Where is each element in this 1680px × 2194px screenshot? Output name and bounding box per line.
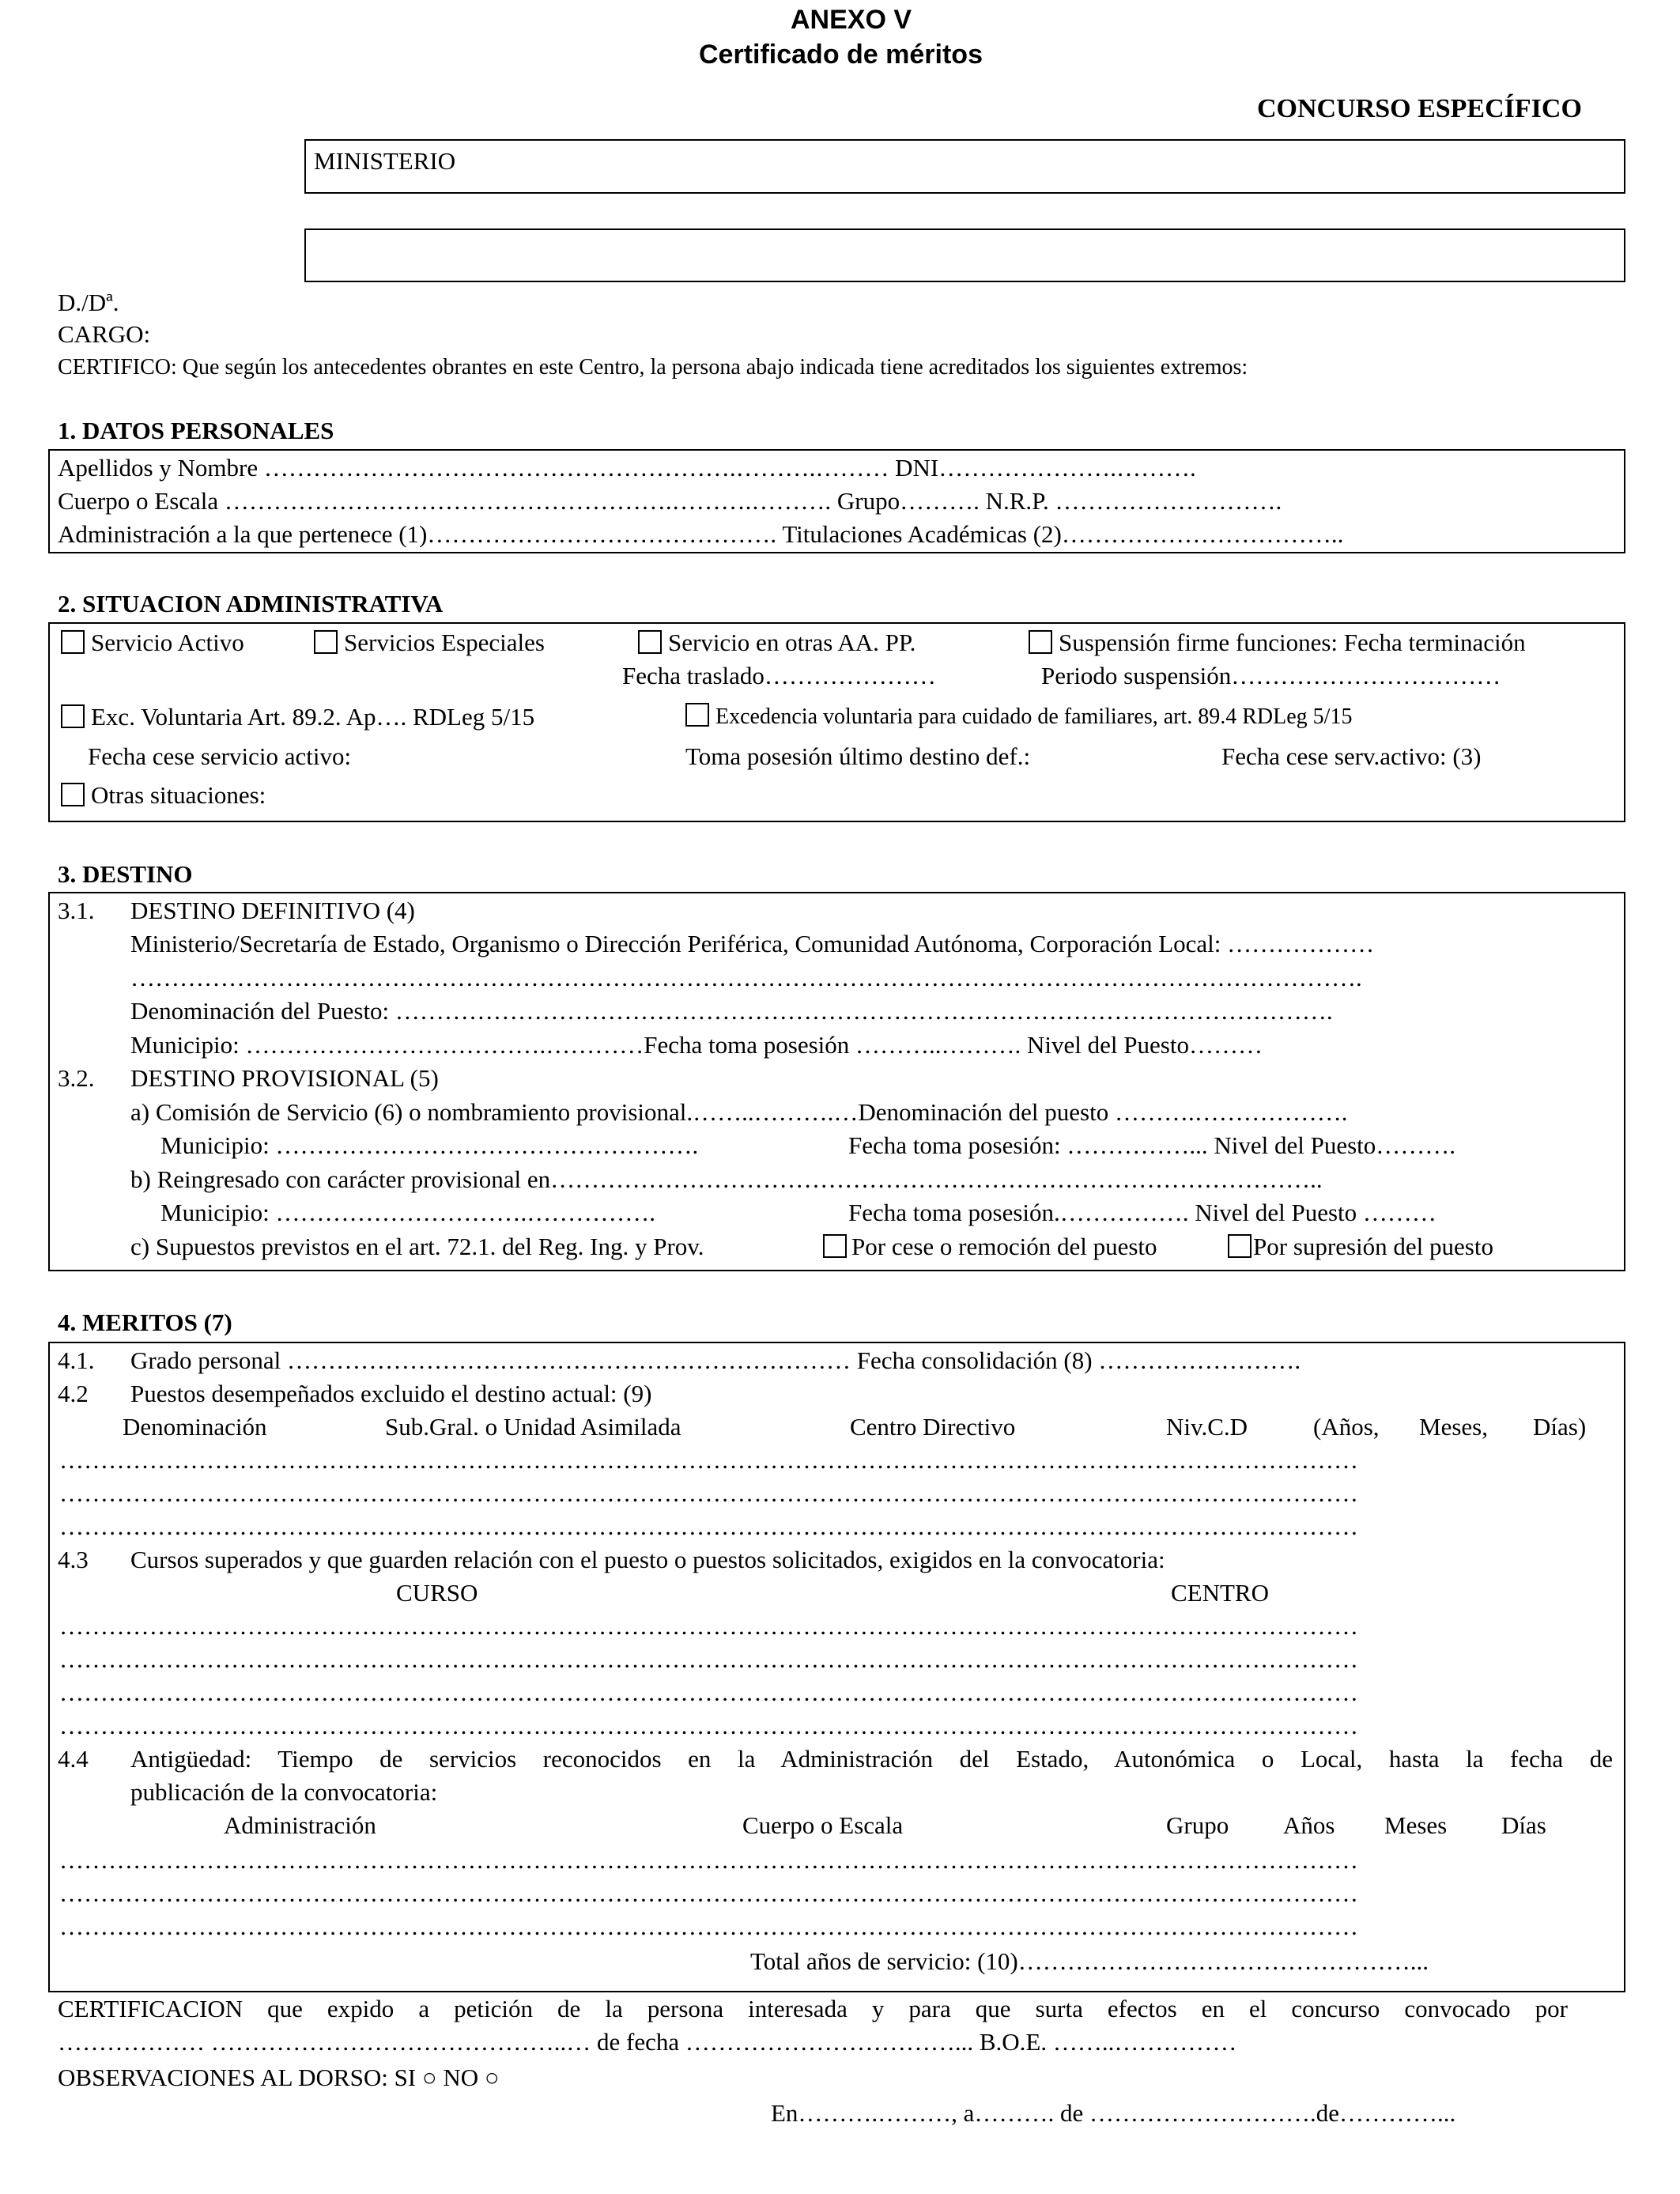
cargo-label: CARGO: <box>58 320 151 348</box>
document-title: Certificado de méritos <box>699 40 983 70</box>
reingresado[interactable]: b) Reingresado con carácter provisional en………………………………………………………………………………….. <box>130 1165 1323 1193</box>
col-dias-44: Días <box>1501 1811 1546 1839</box>
col-anos: (Años, <box>1313 1413 1380 1441</box>
puestos-line[interactable]: …………………………………………………………………………………………………………………………………………… <box>59 1446 1358 1474</box>
subsection-4-1-number: 4.1. <box>58 1346 95 1374</box>
fecha-traslado[interactable]: Fecha traslado………………… <box>622 662 936 689</box>
toma-posesion[interactable]: Toma posesión último destino def.: <box>685 742 1031 770</box>
subsection-3-2-title: DESTINO PROVISIONAL (5) <box>130 1064 439 1092</box>
periodo-suspension[interactable]: Periodo suspensión…………………………… <box>1041 662 1501 689</box>
personal-name-line[interactable]: Apellidos y Nombre ………………………………………………….……….……… DNI………………….………. <box>58 454 1196 481</box>
section-3-title: 3. DESTINO <box>58 860 193 888</box>
ministry-field[interactable] <box>304 139 1625 194</box>
checkbox-icon[interactable] <box>685 703 709 727</box>
denominacion-puesto[interactable]: Denominación del Puesto: ……………………………………………………………………………………………………. <box>130 997 1333 1025</box>
antiguedad-line[interactable]: …………………………………………………………………………………………………………………………………………… <box>59 1879 1358 1907</box>
col-nivcd: Niv.C.D <box>1166 1413 1248 1441</box>
certificacion-fields[interactable]: ……………… ……………………………………..… de fecha ……………………………... B.O.E. ……..…………… <box>58 2028 1237 2056</box>
option-otras-aapp[interactable]: Servicio en otras AA. PP. <box>638 629 916 657</box>
checkbox-icon[interactable] <box>314 630 338 654</box>
col-subgral: Sub.Gral. o Unidad Asimilada <box>385 1413 681 1441</box>
cursos-line[interactable]: …………………………………………………………………………………………………………………………………………… <box>59 1679 1358 1706</box>
col-dias: Días) <box>1533 1413 1587 1441</box>
section-2-title: 2. SITUACION ADMINISTRATIVA <box>58 590 444 617</box>
personal-body-line[interactable]: Cuerpo o Escala ……………………………………………….……….………. Grupo………. N.R.P. ………………………. <box>58 487 1282 515</box>
municipio-definitivo[interactable]: Municipio: ……………………………….…………Fecha toma posesión ………..………. Nivel del Puesto……… <box>130 1031 1263 1059</box>
subsection-4-4-title-cont: publicación de la convocatoria: <box>130 1778 438 1806</box>
subsection-4-3-title: Cursos superados y que guarden relación con el puesto o puestos solicitados, exigidos en la convocatoria: <box>130 1546 1165 1573</box>
section-3-box <box>48 892 1625 1271</box>
section-1-title: 1. DATOS PERSONALES <box>58 417 334 444</box>
puestos-line[interactable]: …………………………………………………………………………………………………………………………………………… <box>59 1512 1358 1540</box>
observaciones[interactable]: OBSERVACIONES AL DORSO: SI ○ NO ○ <box>58 2064 500 2091</box>
option-suspension[interactable]: Suspensión firme funciones: Fecha terminación <box>1029 629 1526 657</box>
col-grupo: Grupo <box>1166 1811 1229 1839</box>
col-denominacion: Denominación <box>123 1413 267 1441</box>
col-meses: Meses, <box>1419 1413 1488 1441</box>
subsection-4-3-number: 4.3 <box>58 1546 89 1573</box>
ministry-label: MINISTERIO <box>314 147 456 175</box>
antiguedad-line[interactable]: …………………………………………………………………………………………………………………………………………… <box>59 1846 1358 1874</box>
col-curso: CURSO <box>396 1579 478 1607</box>
subsection-4-4-title: Antigüedad: Tiempo de servicios reconocidos en la Administración del Estado, Autonómica o Local, hasta la fecha de <box>130 1745 1613 1773</box>
cursos-line[interactable]: …………………………………………………………………………………………………………………………………………… <box>59 1712 1358 1739</box>
cursos-line[interactable]: …………………………………………………………………………………………………………………………………………… <box>59 1645 1358 1673</box>
option-excedencia-familiares[interactable]: Excedencia voluntaria para cuidado de familiares, art. 89.4 RDLeg 5/15 <box>685 703 1352 730</box>
certifico-text: CERTIFICO: Que según los antecedentes obrantes en este Centro, la persona abajo indicada tiene acreditados los siguientes extremos: <box>58 355 1248 380</box>
total-anos-servicio[interactable]: Total años de servicio: (10)…………………………………………... <box>750 1947 1429 1975</box>
section-1-box <box>48 449 1625 553</box>
checkbox-icon[interactable] <box>61 783 85 806</box>
subsection-3-1-title: DESTINO DEFINITIVO (4) <box>130 897 415 924</box>
subsection-4-2-title: Puestos desempeñados excluido el destino actual: (9) <box>130 1380 652 1407</box>
col-centro: CENTRO <box>1171 1579 1269 1607</box>
puestos-line[interactable]: …………………………………………………………………………………………………………………………………………… <box>59 1479 1358 1507</box>
checkbox-icon[interactable] <box>1228 1234 1252 1258</box>
dd-label: D./Dª. <box>58 289 119 316</box>
option-exc-voluntaria[interactable]: Exc. Voluntaria Art. 89.2. Ap…. RDLeg 5/15 <box>61 703 534 731</box>
subsection-4-2-number: 4.2 <box>58 1380 89 1407</box>
comision-fecha[interactable]: Fecha toma posesión: ……………... Nivel del Puesto………. <box>848 1131 1456 1159</box>
unit-field[interactable] <box>304 228 1625 282</box>
reingresado-municipio[interactable]: Municipio: ………………………….……………. <box>160 1199 656 1226</box>
reingresado-fecha[interactable]: Fecha toma posesión.……………. Nivel del Puesto ……… <box>848 1199 1436 1226</box>
checkbox-icon[interactable] <box>638 630 662 654</box>
col-administracion: Administración <box>224 1811 376 1839</box>
section-2-box <box>48 622 1625 822</box>
checkbox-icon[interactable] <box>1029 630 1052 654</box>
contest-type: CONCURSO ESPECÍFICO <box>1257 94 1582 123</box>
checkbox-icon[interactable] <box>61 630 85 654</box>
destino-organismo[interactable]: Ministerio/Secretaría de Estado, Organismo o Dirección Periférica, Comunidad Autónoma, Corporación Local: ……………… <box>130 930 1375 957</box>
col-anos-44: Años <box>1283 1811 1335 1839</box>
col-cuerpo-escala: Cuerpo o Escala <box>742 1811 904 1839</box>
option-otras-situaciones[interactable]: Otras situaciones: <box>61 781 266 810</box>
option-servicios-especiales[interactable]: Servicios Especiales <box>314 629 545 657</box>
fecha-cese-serv[interactable]: Fecha cese serv.activo: (3) <box>1221 742 1482 770</box>
col-centro-directivo: Centro Directivo <box>850 1413 1016 1441</box>
checkbox-icon[interactable] <box>823 1234 847 1258</box>
personal-admin-line[interactable]: Administración a la que pertenece (1)……………………………………. Titulaciones Académicas (2)…………………………….. <box>58 520 1344 548</box>
option-supresion[interactable]: Por supresión del puesto <box>1228 1233 1493 1261</box>
col-meses-44: Meses <box>1384 1811 1448 1839</box>
checkbox-icon[interactable] <box>61 704 85 728</box>
section-4-box <box>48 1342 1625 1992</box>
option-cese-remocion[interactable]: Por cese o remoción del puesto <box>823 1233 1157 1261</box>
supuestos-previstos: c) Supuestos previstos en el art. 72.1. del Reg. Ing. y Prov. <box>130 1233 704 1260</box>
grado-personal[interactable]: Grado personal …………………………………………………………… Fecha consolidación (8) ……………………. <box>130 1346 1301 1374</box>
comision-municipio[interactable]: Municipio: ……………………………………………. <box>160 1131 699 1159</box>
annex-title: ANEXO V <box>791 5 912 35</box>
subsection-3-2-number: 3.2. <box>58 1064 95 1092</box>
cursos-line[interactable]: …………………………………………………………………………………………………………………………………………… <box>59 1612 1358 1640</box>
comision-servicio[interactable]: a) Comisión de Servicio (6) o nombramiento provisional.……..……….…Denominación del puesto ……….………………. <box>130 1098 1348 1126</box>
destino-organismo-cont[interactable]: ……………………………………………………………………………………………………………………………………. <box>130 964 1362 991</box>
section-4-title: 4. MERITOS (7) <box>58 1308 232 1336</box>
fecha-cese-servicio[interactable]: Fecha cese servicio activo: <box>88 742 352 770</box>
certificacion-text: CERTIFICACION que expido a petición de la persona interesada y para que surta efectos en el concurso convocado por <box>58 1995 1568 2022</box>
lugar-fecha[interactable]: En……….………, a………. de ……………………….de…………... <box>771 2099 1456 2127</box>
option-servicio-activo[interactable]: Servicio Activo <box>61 629 244 657</box>
antiguedad-line[interactable]: …………………………………………………………………………………………………………………………………………… <box>59 1913 1358 1940</box>
subsection-3-1-number: 3.1. <box>58 897 95 924</box>
subsection-4-4-number: 4.4 <box>58 1745 89 1773</box>
